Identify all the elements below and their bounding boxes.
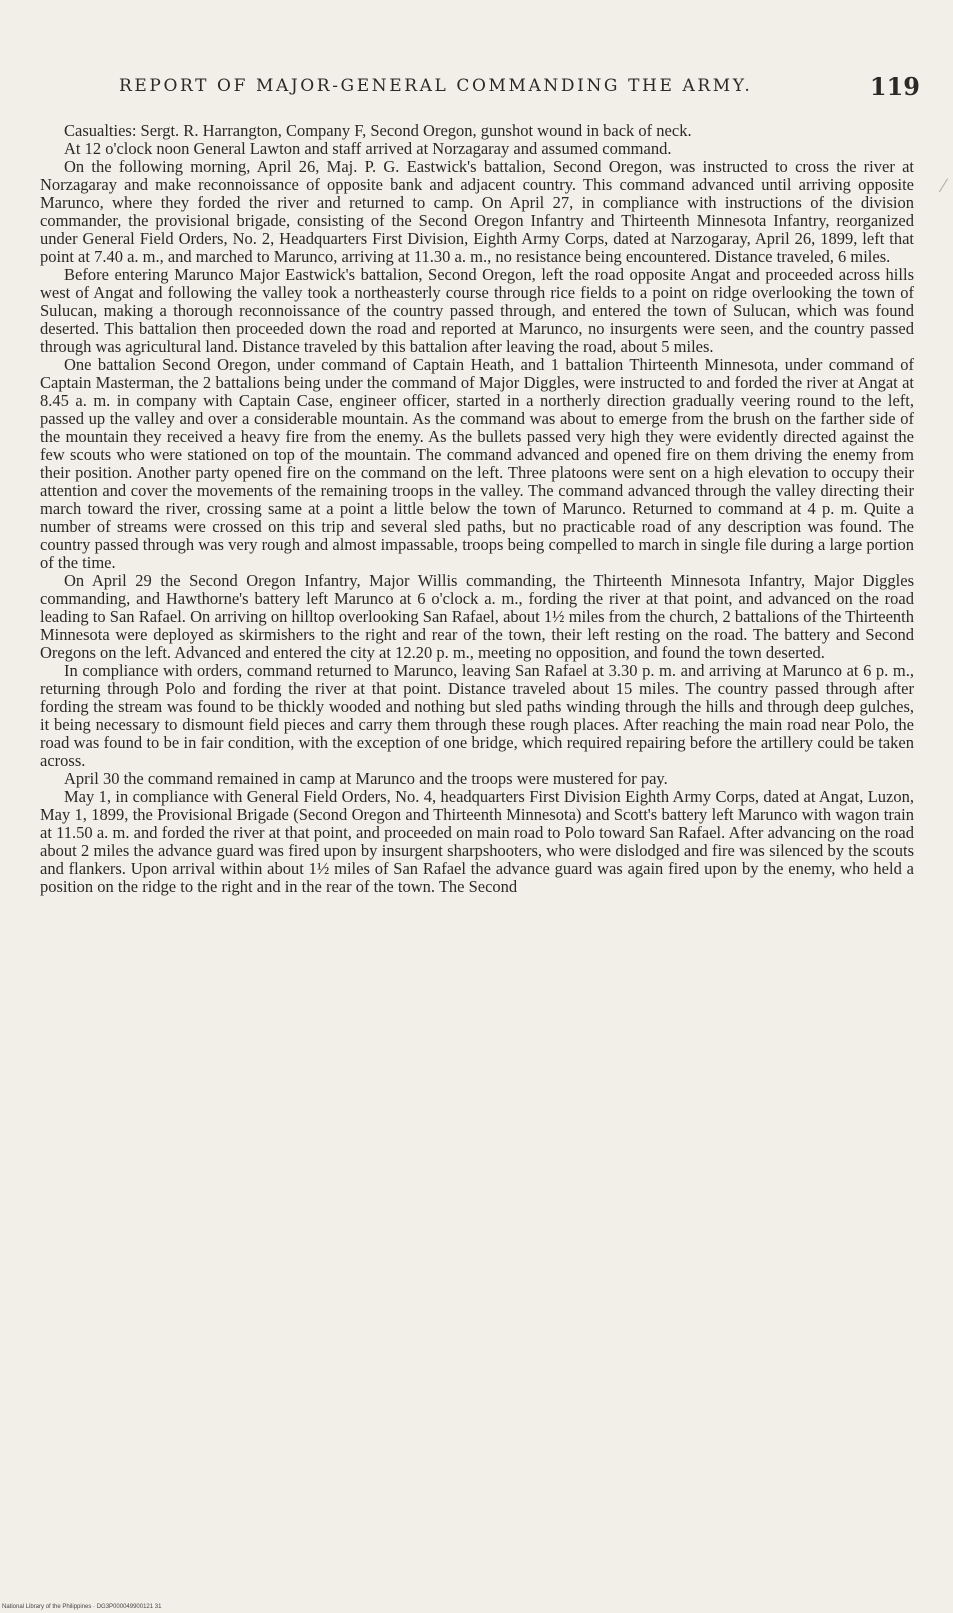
report-body xyxy=(40,122,914,896)
paragraph-may-1: May 1, in compliance with General Field Orders, No. 4, headquarters First Division Eighth Army Corps, dated at Angat, Luzon, May 1, 1899, the Provisional Brigade (Second Oregon and Thirteenth Minnesota) and Scott's battery left Marunco with wagon train at 11.50 a. m. and forded the river at that point, and proceeded on main road to Polo toward San Rafael. After advancing on the road about 2 miles the advance guard was fired upon by insurgent sharpshooters, who were dislodged and fire was silenced by the scouts and flankers. Upon arrival within about 1½ miles of San Rafael the advance guard was again fired upon by the enemy, who held a position on the ridge to the right and in the rear of the town. The Second xyxy=(40,787,914,896)
paragraph-return-marunco: In compliance with orders, command returned to Marunco, leaving San Rafael at 3.30 p. m. and arriving at Marunco at 6 p. m., returning through Polo and fording the river at that point. Distance traveled about 15 miles. The country passed through after fording the stream was found to be thickly wooded and nothing but sled paths winding through the hills and through deep gulches, it being necessary to dismount field pieces and carry them through these rough places. After reaching the main road near Polo, the road was found to be in fair condition, with the exception of one bridge, which required repairing before the artillery could be taken across. xyxy=(40,661,914,770)
paragraph-lawton-arrival: At 12 o'clock noon General Lawton and staff arrived at Norzagaray and assumed command. xyxy=(64,139,672,158)
paragraph-casualties: Casualties: Sergt. R. Harrangton, Company F, Second Oregon, gunshot wound in back of neck. xyxy=(64,121,692,140)
running-head xyxy=(40,72,920,106)
paragraph-eastwick-battalion: Before entering Marunco Major Eastwick's battalion, Second Oregon, left the road opposite Angat and proceeded across hills west of Angat and following the valley took a northeasterly course through rice fields to a point on ridge overlooking the town of Sulucan, making a thorough reconnoissance of the country passed through, and entered the town of Sulucan, which was found deserted. This battalion then proceeded down the road and reported at Marunco, no insurgents were seen, and the country passed through was agricultural land. Distance traveled by this battalion after leaving the road, about 5 miles. xyxy=(40,265,914,356)
paragraph-april-30: April 30 the command remained in camp at Marunco and the troops were mustered for pay. xyxy=(64,769,668,788)
margin-pencil-mark: ⁄ xyxy=(941,176,945,197)
page-number: 119 xyxy=(869,72,920,101)
page-header-title: REPORT OF MAJOR-GENERAL COMMANDING THE ARMY. xyxy=(119,76,753,96)
paragraph-angat-crossing: One battalion Second Oregon, under command of Captain Heath, and 1 battalion Thirteenth Minnesota, under command of Captain Masterman, the 2 battalions being under the command of Major Diggles, were instructed to and forded the river at Angat at 8.45 a. m. in company with Captain Case, engineer officer, started in a northerly direction gradually veering round to the left, passed up the valley and over a considerable mountain. As the command was about to emerge from the brush on the farther side of the mountain they received a heavy fire from the enemy. As the bullets passed very high they were evidently directed against the few scouts who were stationed on top of the mountain. The command advanced and opened fire on them driving the enemy from their position. Another party opened fire on the command on the left. Three platoons were sent on a high elevation to occupy their attention and cover the movements of the remaining troops in the valley. The command advanced through the valley directing their march toward the river, crossing same at a point a little below the town of Marunco. Returned to command at 4 p. m. Quite a number of streams were crossed on this trip and several sled paths, but no practicable road of any description was found. The country passed through was very rough and almost impassable, troops being compelled to march in single file during a large portion of the time. xyxy=(40,355,914,572)
paragraph-april-29: On April 29 the Second Oregon Infantry, Major Willis commanding, the Thirteenth Minnesota Infantry, Major Diggles commanding, and Hawthorne's battery left Marunco at 6 o'clock a. m., fording the river at that point, and advanced on the road leading to San Rafael. On arriving on hilltop overlooking San Rafael, about 1½ miles from the church, 2 battalions of the Thirteenth Minnesota were deployed as skirmishers to the right and rear of the town, their left resting on the road. The battery and Second Oregons on the left. Advanced and entered the city at 12.20 p. m., meeting no opposition, and found the town deserted. xyxy=(40,571,914,662)
scan-footer: National Library of the Philippines · DG3P000049900121 31 xyxy=(2,1604,162,1610)
paragraph-april-26: On the following morning, April 26, Maj. P. G. Eastwick's battalion, Second Oregon, was instructed to cross the river at Norzagaray and make reconnoissance of opposite bank and adjacent country. This command advanced until arriving opposite Marunco, where they forded the river and returned to camp. On April 27, in compliance with instructions of the division commander, the provisional brigade, consisting of the Second Oregon Infantry and Thirteenth Minnesota Infantry, reorganized under General Field Orders, No. 2, Headquarters First Division, Eighth Army Corps, dated at Narzogaray, April 26, 1899, left that point at 7.40 a. m., and marched to Marunco, arriving at 11.30 a. m., no resistance being encountered. Distance traveled, 6 miles. xyxy=(40,157,914,266)
